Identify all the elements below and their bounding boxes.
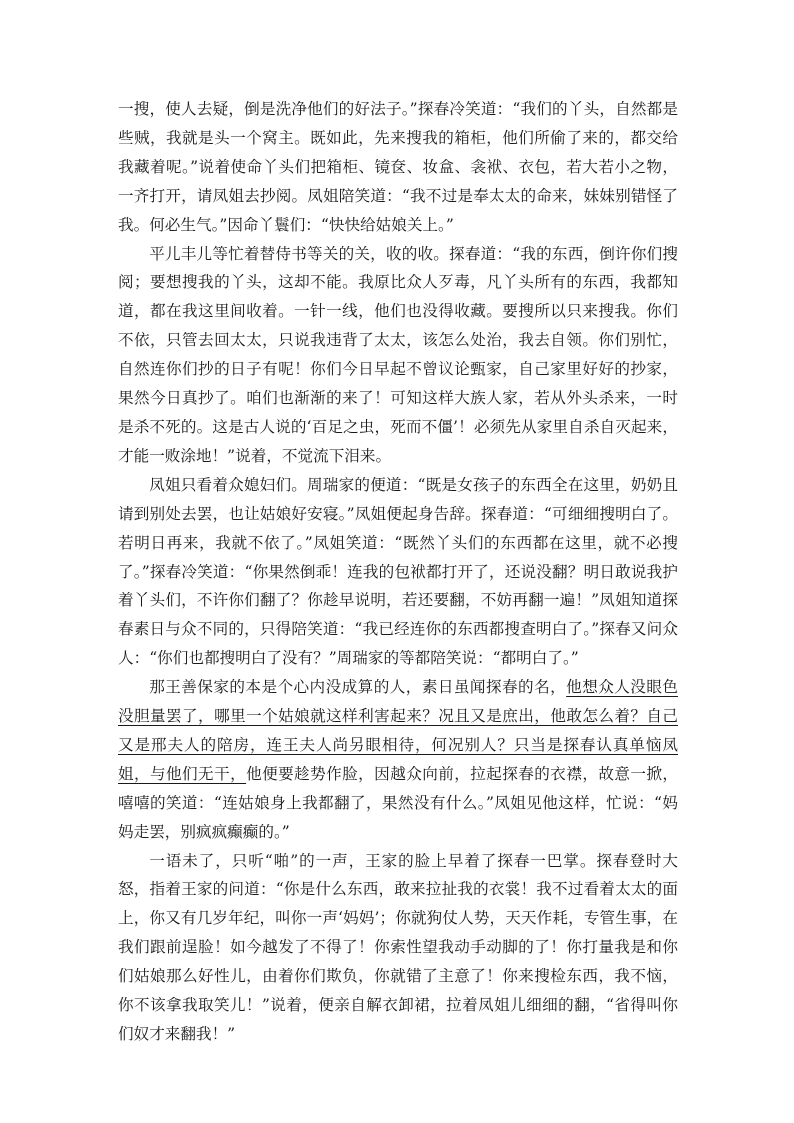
paragraph-3: 凤姐只看着众媳妇们。周瑞家的便道：“既是女孩子的东西全在这里，奶奶且请到别处去罢，也让姑娘好安寝。”凤姐便起身告辞。探春道：“可细细搜明白了。若明日再来，我就不依了。”凤姐笑道：“既然丫头们的东西都在这里，就不必搜了。”探春冷笑道：“你果然倒乖！连我的包袱都打开了，还说没翻？明日敢说我护着丫头们，不许你们翻了？你趁早说明，若还要翻，不妨再翻一遍！”凤姐知道探春素日与众不同的，只得陪笑道：“我已经连你的东西都搜查明白了。”探春又问众人：“你们也都搜明白了没有？”周瑞家的等都陪笑说：“都明白了。” xyxy=(118,475,678,668)
underlined-passage: 他想众人没眼色没胆量罢了，哪里一个姑娘就这样利害起来？况且又是庶出，他敢怎么着？自己又是邢夫人的陪房，连王夫人尚另眼相待，何况别人？只当是探春认真单恼凤姐，与他们无干， xyxy=(118,678,678,783)
paragraph-5: 一语未了，只听“啪”的一声，王家的脸上早着了探春一巴掌。探春登时大怒，指着王家的问道：“你是什么东西，敢来拉扯我的衣裳！我不过看着太太的面上，你又有几岁年纪，叫你一声‘妈妈’；你就狗仗人势，天天作耗，专管生事，在我们跟前逞脸！如今越发了不得了！你索性望我动手动脚的了！你打量我是和你们姑娘那么好性儿，由着你们欺负，你就错了主意了！你来搜检东西，我不恼，你不该拿我取笑儿！”说着，便亲自解衣卸裙，拉着凤姐儿细细的翻，“省得叫你们奴才来翻我！” xyxy=(118,851,678,1043)
paragraph-4-lead: 那王善保家的本是个心内没成算的人，素日虽闻探春的名， xyxy=(149,678,567,697)
document-page xyxy=(118,95,678,1049)
paragraph-4 xyxy=(118,673,678,846)
paragraph-2: 平儿丰儿等忙着替侍书等关的关，收的收。探春道：“我的东西，倒许你们搜阅；要想搜我的丫头，这却不能。我原比众人歹毒，凡丫头所有的东西，我都知道，都在我这里间收着。一针一线，他们也没得收藏。要搜所以只来搜我。你们不依，只管去回太太，只说我违背了太太，该怎么处治，我去自领。你们别忙，自然连你们抄的日子有呢！你们今日早起不曾议论甄家，自己家里好好的抄家，果然今日真抄了。咱们也渐渐的来了！可知这样大族人家，若从外头杀来，一时是杀不死的。这是古人说的‘百足之虫，死而不僵’！必须先从家里自杀自灭起来，才能一败涂地！”说着，不觉流下泪来。 xyxy=(118,244,678,465)
paragraph-4-tail: 他便要趁势作脸，因越众向前，拉起探春的衣襟，故意一掀，嘻嘻的笑道：“连姑娘身上我都翻了，果然没有什么。”凤姐见他这样，忙说：“妈妈走罢，别疯疯癫癫的。” xyxy=(118,764,678,841)
paragraph-1: 一搜，使人去疑，倒是洗净他们的好法子。”探春冷笑道：“我们的丫头，自然都是些贼，我就是头一个窝主。既如此，先来搜我的箱柜，他们所偷了来的，都交给我藏着呢。”说着使命丫头们把箱柜、镜奁、妆盒、衾袱、衣包，若大若小之物，一齐打开，请凤姐去抄阅。凤姐陪笑道：“我不过是奉太太的命来，妹妹别错怪了我。何必生气。”因命丫鬟们：“快快给姑娘关上。” xyxy=(118,100,678,234)
